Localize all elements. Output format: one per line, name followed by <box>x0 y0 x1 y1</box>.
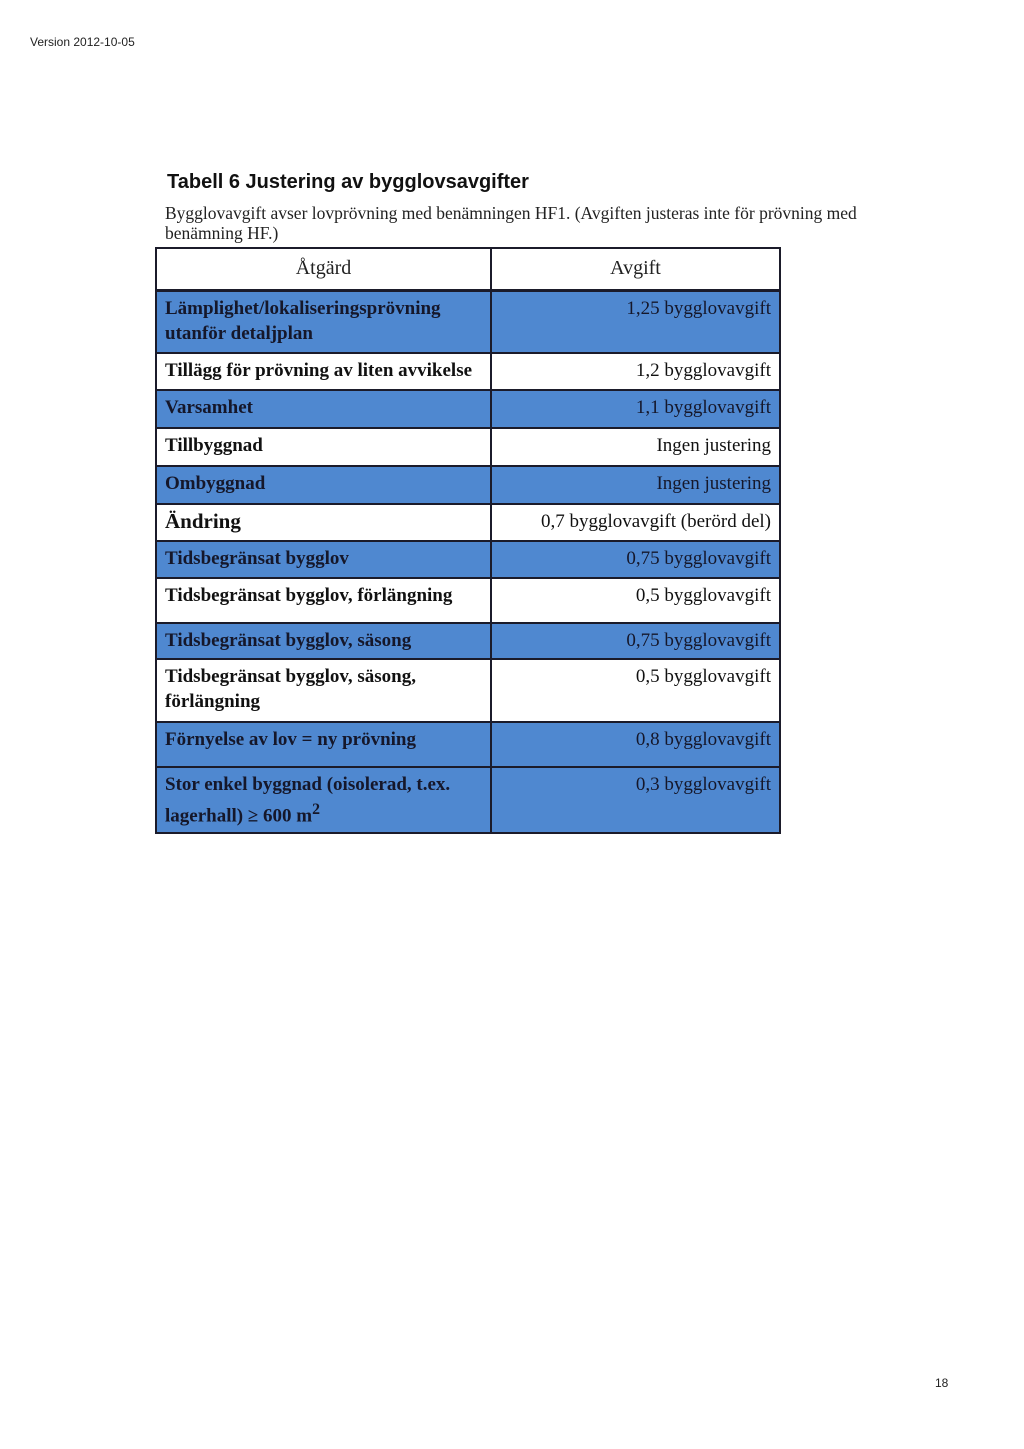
row-fee: Ingen justering <box>491 466 780 504</box>
row-action-text: Stor enkel byggnad (oisolerad, t.ex. lagerhall) ≥ 600 m <box>165 774 451 827</box>
row-fee: 0,3 bygglovavgift <box>491 767 780 833</box>
row-fee: Ingen justering <box>491 428 780 466</box>
row-action: Tidsbegränsat bygglov <box>156 541 491 578</box>
table-row <box>156 541 780 578</box>
row-fee: 0,8 bygglovavgift <box>491 722 780 767</box>
table-row <box>156 390 780 428</box>
column-header-fee: Avgift <box>491 248 780 290</box>
table-row <box>156 578 780 623</box>
row-fee: 0,7 bygglovavgift (berörd del) <box>491 504 780 541</box>
version-label: Version 2012-10-05 <box>30 35 135 49</box>
table-row <box>156 623 780 659</box>
row-action: Lämplighet/lokaliseringsprövning utanför detaljplan <box>156 290 491 353</box>
table-row <box>156 504 780 541</box>
row-action: Förnyelse av lov = ny prövning <box>156 722 491 767</box>
table-row <box>156 353 780 390</box>
row-action: Tidsbegränsat bygglov, säsong <box>156 623 491 659</box>
page-number: 18 <box>935 1376 949 1390</box>
row-fee: 1,1 bygglovavgift <box>491 390 780 428</box>
row-fee: 1,2 bygglovavgift <box>491 353 780 390</box>
table-row <box>156 466 780 504</box>
row-action: Tidsbegränsat bygglov, förlängning <box>156 578 491 623</box>
table-intro-text: Bygglovavgift avser lovprövning med benämningen HF1. (Avgiften justeras inte för prövning med benämning HF.) <box>165 203 857 243</box>
row-fee: 0,5 bygglovavgift <box>491 659 780 722</box>
row-action: Tillägg för prövning av liten avvikelse <box>156 353 491 390</box>
table-header-row <box>156 248 780 290</box>
column-header-action: Åtgärd <box>156 248 491 290</box>
row-fee: 0,5 bygglovavgift <box>491 578 780 623</box>
row-action <box>156 767 491 833</box>
table-row <box>156 659 780 722</box>
table-row <box>156 722 780 767</box>
fee-adjustment-table <box>155 247 781 834</box>
row-action: Varsamhet <box>156 390 491 428</box>
row-fee: 0,75 bygglovavgift <box>491 541 780 578</box>
row-action: Tillbyggnad <box>156 428 491 466</box>
row-action: Tidsbegränsat bygglov, säsong, förlängning <box>156 659 491 722</box>
table-row <box>156 767 780 833</box>
row-action: Ändring <box>156 504 491 541</box>
table-row <box>156 428 780 466</box>
superscript-exponent: 2 <box>312 801 321 818</box>
table-title: Tabell 6 Justering av bygglovsavgifter <box>167 171 529 193</box>
row-fee: 0,75 bygglovavgift <box>491 623 780 659</box>
row-action: Ombyggnad <box>156 466 491 504</box>
row-fee: 1,25 bygglovavgift <box>491 290 780 353</box>
table-row <box>156 290 780 353</box>
